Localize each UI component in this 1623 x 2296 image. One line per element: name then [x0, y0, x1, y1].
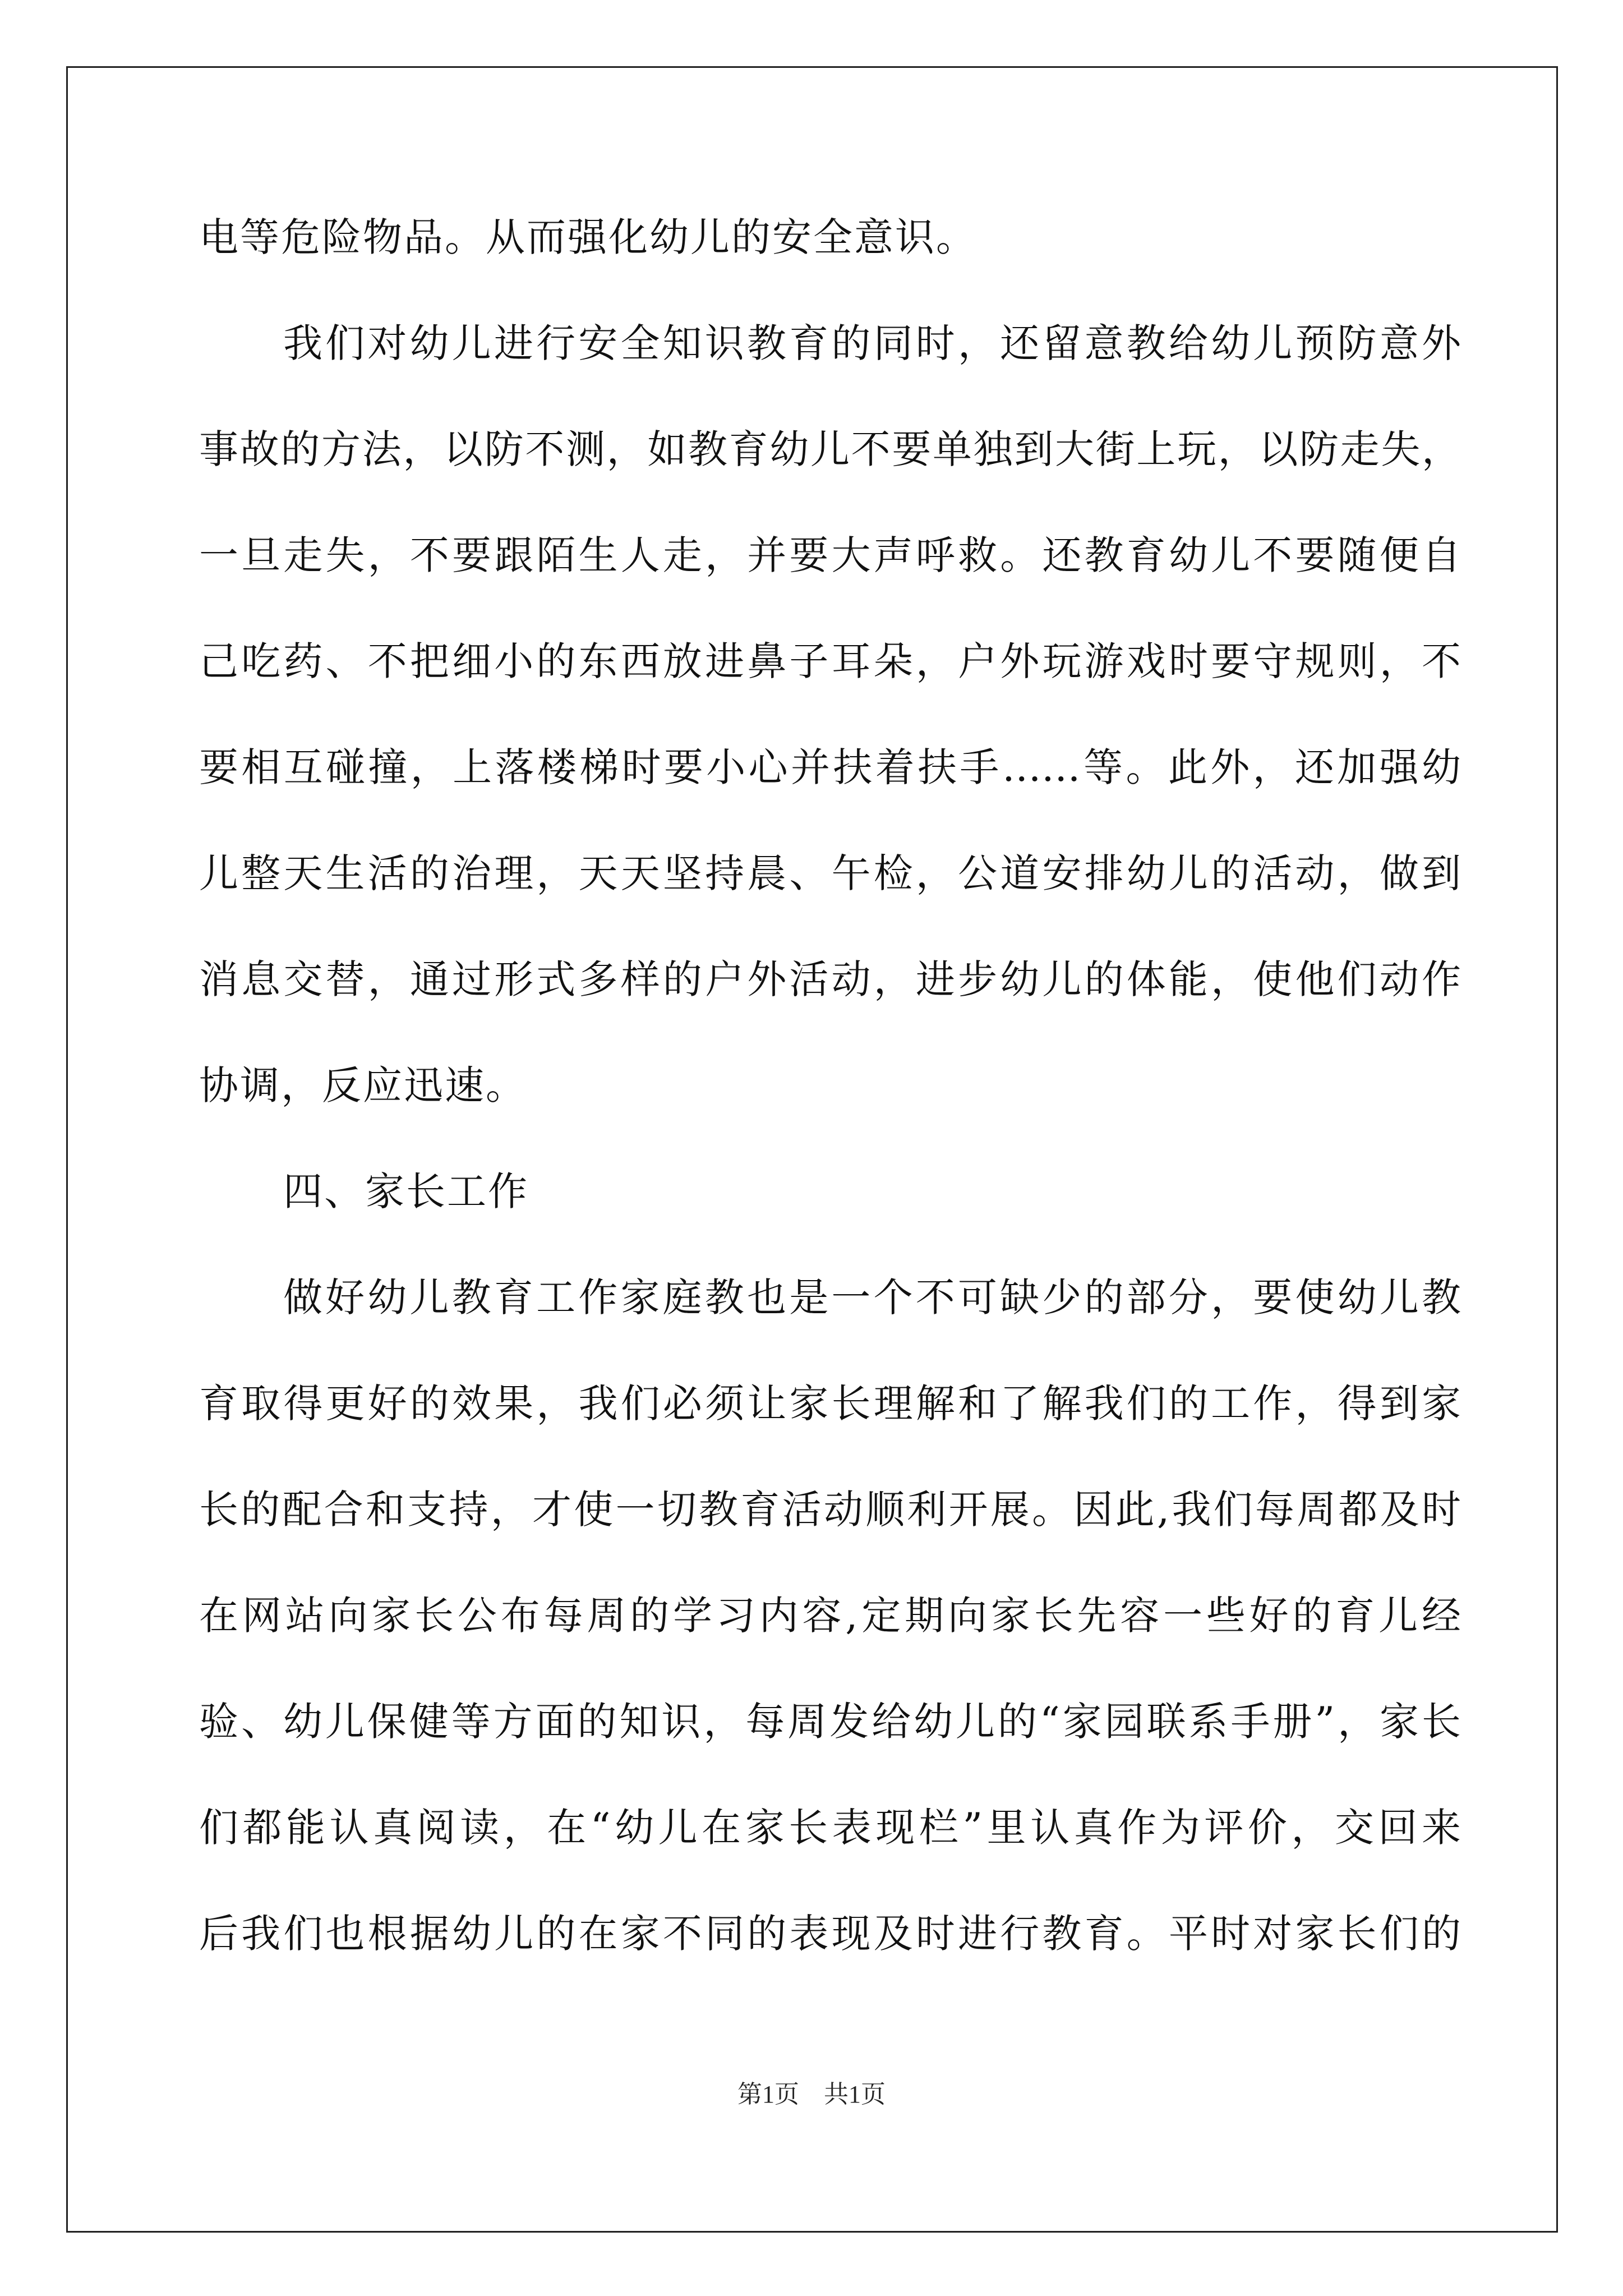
text-line-9: 协调，反应迅速。: [199, 1062, 527, 1108]
text-line-4: 一旦走失，不要跟陌生人走，并要大声呼救。还教育幼儿不要随便自: [199, 532, 1461, 578]
section-heading: 四、家长工作: [283, 1168, 529, 1214]
page-number-footer: 第1页 共1页: [737, 2081, 886, 2108]
page-border: [66, 66, 1558, 2233]
text-line-11: 做好幼儿教育工作家庭教也是一个不可缺少的部分，要使幼儿教: [283, 1274, 1461, 1320]
text-line-16: 们都能认真阅读，在“幼儿在家长表现栏”里认真作为评价，交回来: [199, 1805, 1461, 1851]
text-line-7: 儿整天生活的治理，天天坚持晨、午检，公道安排幼儿的活动，做到: [199, 850, 1461, 896]
text-line-12: 育取得更好的效果，我们必须让家长理解和了解我们的工作，得到家: [199, 1381, 1461, 1427]
text-line-14: 在网站向家长公布每周的学习内容,定期向家长先容一些好的育儿经: [199, 1593, 1461, 1639]
text-line-17: 后我们也根据幼儿的在家不同的表现及时进行教育。平时对家长们的: [199, 1911, 1461, 1957]
text-line-8: 消息交替，通过形式多样的户外活动，进步幼儿的体能，使他们动作: [199, 956, 1461, 1002]
text-line-2: 我们对幼儿进行安全知识教育的同时，还留意教给幼儿预防意外: [283, 320, 1461, 366]
text-line-13: 长的配合和支持，才使一切教育活动顺利开展。因此,我们每周都及时: [199, 1487, 1461, 1533]
text-line-6: 要相互碰撞，上落楼梯时要小心并扶着扶手……等。此外，还加强幼: [199, 744, 1461, 790]
text-line-1: 电等危险物品。从而强化幼儿的安全意识。: [199, 214, 977, 260]
text-line-3: 事故的方法，以防不测，如教育幼儿不要单独到大街上玩，以防走失，: [199, 426, 1461, 472]
text-line-15: 验、幼儿保健等方面的知识，每周发给幼儿的“家园联系手册”，家长: [199, 1699, 1461, 1745]
text-line-5: 己吃药、不把细小的东西放进鼻子耳朵，户外玩游戏时要守规则，不: [199, 638, 1461, 684]
